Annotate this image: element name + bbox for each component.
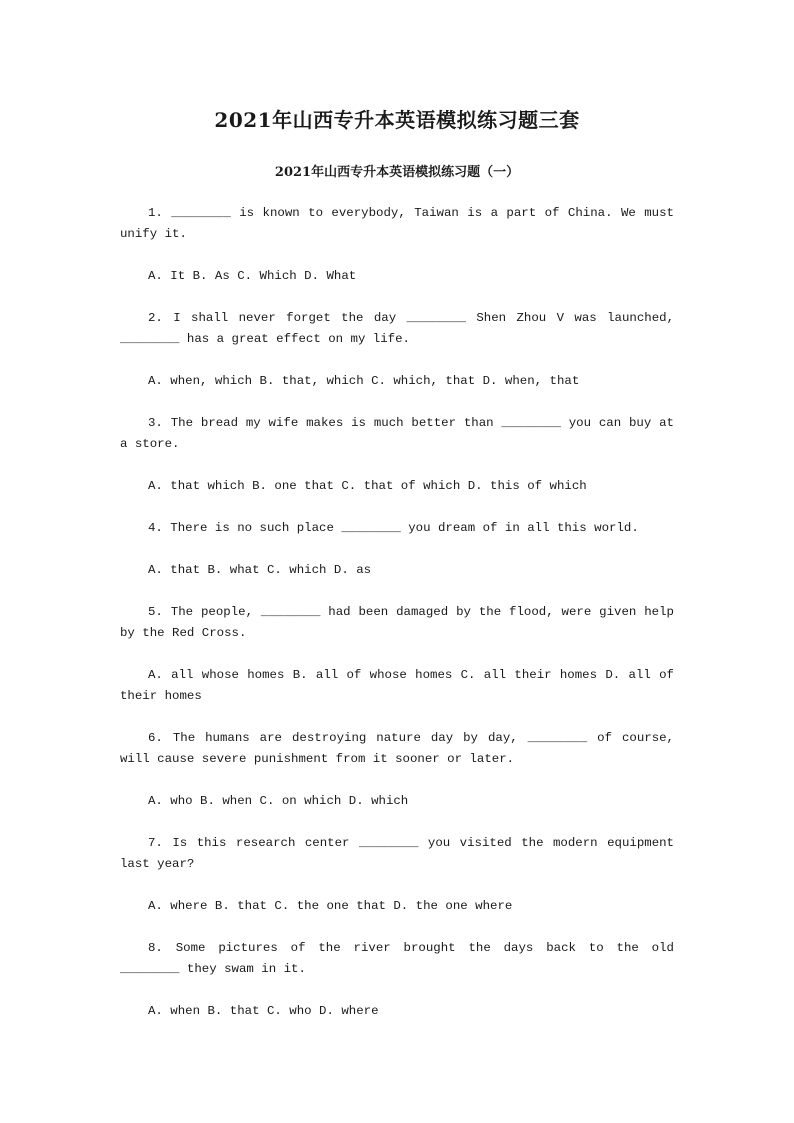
question-list bbox=[120, 203, 674, 1043]
question-7-options: A. where B. that C. the one that D. the one where bbox=[148, 899, 513, 913]
question-8-stem: 8. Some pictures of the river brought the days back to the old ________ they swam in it. bbox=[120, 941, 674, 976]
question-3-stem: 3. The bread my wife makes is much better than ________ you can buy at a store. bbox=[120, 416, 674, 451]
question-5-stem: 5. The people, ________ had been damaged by the flood, were given help by the Red Cross. bbox=[120, 605, 674, 640]
question-6-options: A. who B. when C. on which D. which bbox=[148, 794, 409, 808]
question-7-stem: 7. Is this research center ________ you visited the modern equipment last year? bbox=[120, 836, 674, 871]
document-title: 2021年山西专升本英语模拟练习题三套 bbox=[214, 108, 580, 132]
question-3-options: A. that which B. one that C. that of which D. this of which bbox=[148, 479, 587, 493]
question-8-options: A. when B. that C. who D. where bbox=[148, 1004, 379, 1018]
question-4-stem: 4. There is no such place ________ you dream of in all this world. bbox=[148, 521, 639, 535]
question-1-options: A. It B. As C. Which D. What bbox=[148, 269, 357, 283]
question-6-stem: 6. The humans are destroying nature day by day, ________ of course, will cause severe punishment from it sooner or later. bbox=[120, 731, 674, 766]
question-2-options: A. when, which B. that, which C. which, that D. when, that bbox=[148, 374, 580, 388]
question-2-stem: 2. I shall never forget the day ________ Shen Zhou V was launched, ________ has a great effect on my life. bbox=[120, 311, 674, 346]
question-4-options: A. that B. what C. which D. as bbox=[148, 563, 372, 577]
question-5-options: A. all whose homes B. all of whose homes C. all their homes D. all of their homes bbox=[120, 668, 674, 703]
section-title: 2021年山西专升本英语模拟练习题（一） bbox=[274, 165, 520, 180]
question-1-stem: 1. ________ is known to everybody, Taiwan is a part of China. We must unify it. bbox=[120, 206, 674, 241]
